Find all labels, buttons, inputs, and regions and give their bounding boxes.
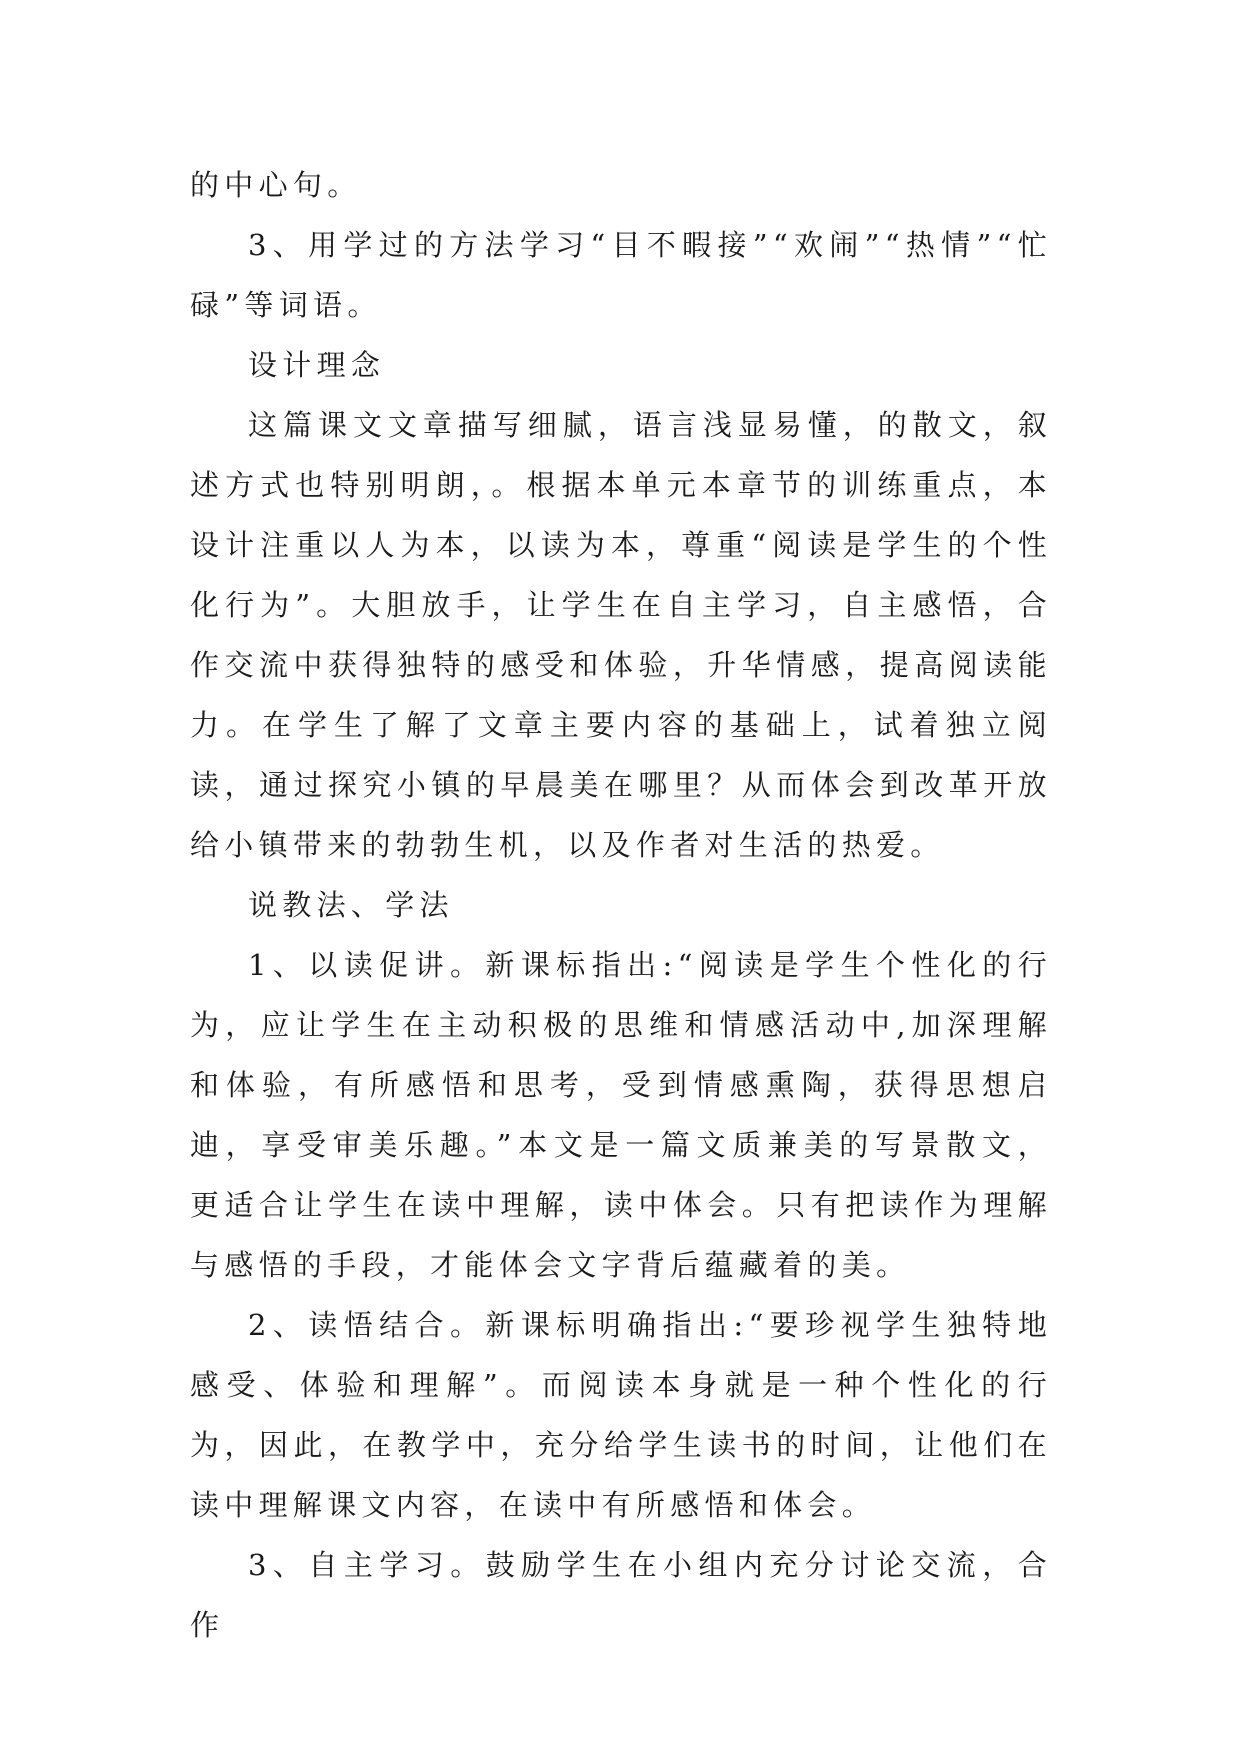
paragraph-method-2: 2、读悟结合。新课标明确指出:“要珍视学生独特地感受、体验和理解”。而阅读本身就是一种个性化的行为，因此，在教学中，充分给学生读书的时间，让他们在读中理解课文内容，在读中有所感悟和体会。 [190, 1308, 1052, 1522]
paragraph-continuation: 的中心句。 [190, 168, 362, 202]
paragraph-item-3-vocabulary: 3、用学过的方法学习“目不暇接”“欢闹”“热情”“忙碌”等词语。 [190, 228, 1052, 322]
section-heading-teaching-methods: 说教法、学法 [248, 888, 454, 922]
paragraph-design-concept: 这篇课文文章描写细腻，语言浅显易懂，的散文，叙述方式也特别明朗，。根据本单元本章节的训练重点，本设计注重以人为本，以读为本，尊重“阅读是学生的个性化行为”。大胆放手，让学生在自主学习，自主感悟，合作交流中获得独特的感受和体验，升华情感，提高阅读能力。在学生了解了文章主要内容的基础上，试着独立阅读，通过探究小镇的早晨美在哪里？从而体会到改革开放给小镇带来的勃勃生机，以及作者对生活的热爱。 [190, 408, 1052, 862]
document-body [190, 155, 1052, 1655]
paragraph-method-1: 1、以读促讲。新课标指出:“阅读是学生个性化的行为，应让学生在主动积极的思维和情感活动中,加深理解和体验，有所感悟和思考，受到情感熏陶，获得思想启迪，享受审美乐趣。”本文是一篇文质兼美的写景散文，更适合让学生在读中理解，读中体会。只有把读作为理解与感悟的手段，才能体会文字背后蕴藏着的美。 [190, 948, 1052, 1282]
section-heading-design-concept: 设计理念 [248, 348, 386, 382]
paragraph-method-3: 3、自主学习。鼓励学生在小组内充分讨论交流，合作 [190, 1548, 1052, 1642]
